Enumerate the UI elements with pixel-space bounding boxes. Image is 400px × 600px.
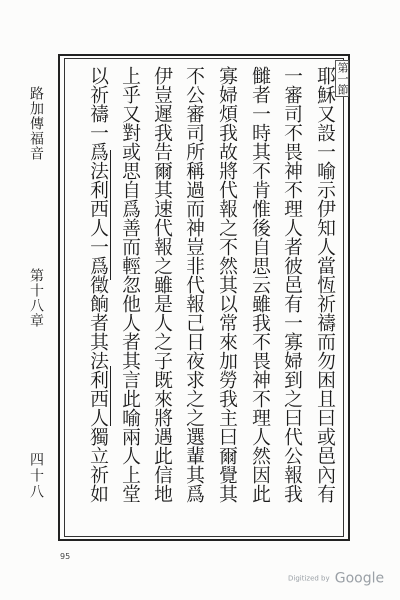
chapter-label: 第十八章 bbox=[28, 268, 44, 328]
running-title: 路加傳福音 bbox=[28, 86, 44, 161]
section-mark: 第一節 bbox=[336, 62, 349, 95]
text-column-5: 不公審司所稱過而神豈非代報己日夜求之之選輩其爲 bbox=[183, 66, 204, 503]
text-column-8: 以祈禱一爲法利西人一爲徵餉者其法利西人獨立祈如 bbox=[87, 66, 108, 503]
watermark-prefix: Digitized by bbox=[288, 574, 330, 583]
text-column-1: 耶穌又設一喻示伊知人當恆祈禱而勿困且曰或邑內有 bbox=[314, 66, 335, 503]
proper-name-underline bbox=[110, 150, 111, 280]
digitized-watermark bbox=[288, 568, 384, 587]
text-column-4: 寡婦煩我故將代報之不然其以常來加勞我主曰爾覺其 bbox=[216, 66, 237, 503]
footer-number: 95 bbox=[60, 552, 71, 561]
text-column-2: 一審司不畏神不理人者彼邑有一寡婦到之曰代公報我 bbox=[281, 66, 302, 503]
text-column-7: 上乎又對或思自爲善而輕忽他人者其言此喻兩人上堂 bbox=[119, 66, 140, 503]
page-number: 四十八 bbox=[28, 452, 44, 500]
proper-name-underline bbox=[110, 366, 111, 426]
watermark-brand: Google bbox=[334, 570, 385, 587]
text-column-6: 伊豈遲我告爾其速代報之雖是人之子既來將遇此信地 bbox=[151, 66, 172, 503]
text-column-3: 雠者一時其不肯惟後自思云雖我不畏神不理人然因此 bbox=[249, 66, 270, 503]
